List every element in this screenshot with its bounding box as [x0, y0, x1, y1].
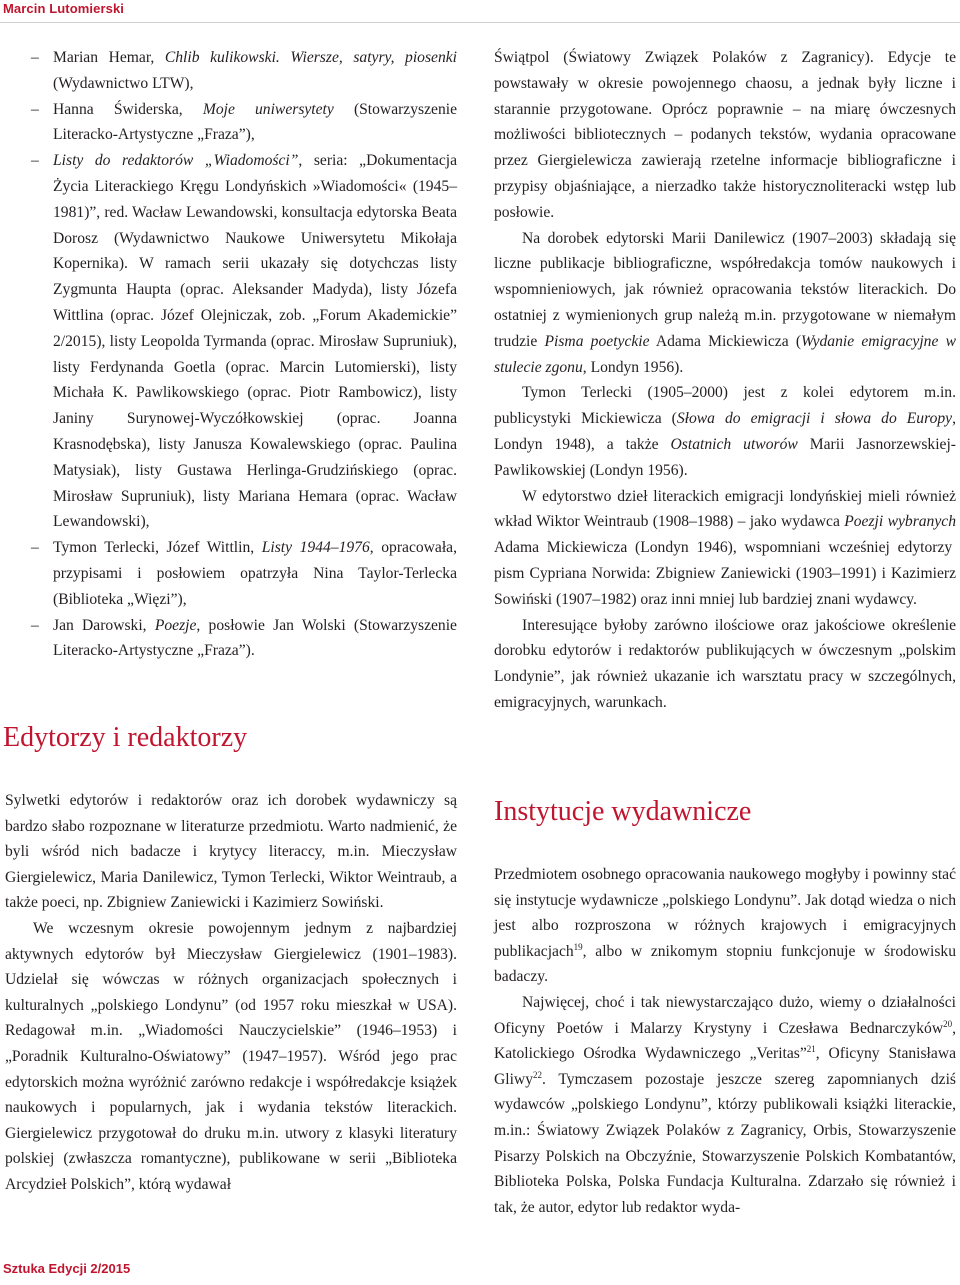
section-heading-editors: Edytorzy i redaktorzy: [3, 722, 248, 753]
right-column: [494, 45, 956, 716]
list-item: – Marian Hemar, Chlib kulikowski. Wiersze, satyry, piosenki (Wydawnictwo LTW),: [5, 45, 457, 97]
running-footer: Sztuka Edycji 2/2015: [3, 1261, 131, 1276]
section-heading-institutions: Instytucje wydawnicze: [494, 796, 752, 827]
bibliography-list: [5, 45, 457, 664]
list-item: – Jan Darowski, Poezje, posłowie Jan Wolski (Stowarzyszenie Literacko-Artystyczne „Fraza”).: [5, 613, 457, 665]
paragraph: Sylwetki edytorów i redaktorów oraz ich dorobek wydawniczy są bardzo słabo rozpoznane w literaturze przedmiotu. Warto nadmienić, że byli wśród nich badacze i krytycy literaccy, m.in. Mieczysław Giergielewicz, Maria Danilewicz, Tymon Terlecki, Wiktor Weintraub, a także poeci, np. Zbigniew Zaniewicki i Kazimierz Sowiński.: [5, 792, 457, 912]
list-item: – Tymon Terlecki, Józef Wittlin, Listy 1944–1976, opracowała, przypisami i posłowiem opatrzyła Nina Taylor-Terlecka (Biblioteka „Więzi”),: [5, 535, 457, 612]
left-column: [5, 45, 457, 664]
list-item: – Hanna Świderska, Moje uniwersytety (Stowarzyszenie Literacko-Artystyczne „Fraza”),: [5, 97, 457, 149]
paragraph: Świątpol (Światowy Związek Polaków z Zagranicy). Edycje te powstawały w okresie powojennego chaosu, a jednak były liczne i starannie przygotowane. Oprócz poprawnie – na miarę ówczesnych możliwości bibliotecznych – podanych tekstów, wydania opracowane przez Giergielewicza zawierają rzetelne informacje bibliograficzne i przypisy objaśniające, a nierzadko także historycznoliteracki wstęp lub posłowie.: [494, 49, 956, 221]
list-item: – Listy do redaktorów „Wiadomości”, seria: „Dokumentacja Życia Literackiego Kręgu Londyńskich »Wiadomości« (1945–1981)”, red. Wacław Lewandowski, konsultacja edytorska Beata Dorosz (Wydawnictwo Naukowe Uniwersytetu Mikołaja Kopernika). W ramach serii ukazały się dotychczas listy Zygmunta Haupta (oprac. Aleksander Madyda), listy Józefa Wittlina (oprac. Józef Olejniczak, zob. „Forum Akademickie” 2/2015), listy Leopolda Tyrmanda (oprac. Mirosław Supruniuk), listy Ferdynanda Goetla (oprac. Marcin Lutomierski), listy Michała K. Pawlikowskiego (oprac. Piotr Rambowicz), listy Janiny Surynowej-Wyczółkowskiej (oprac. Joanna Krasnodębska), listy Janusza Kowalewskiego (oprac. Paulina Matysiak), listy Gustawa Herlinga-Grudzińskiego (oprac. Mirosław Supruniuk), listy Mariana Hemara (oprac. Wacław Lewandowski),: [5, 148, 457, 535]
paragraph: W edytorstwo dzieł literackich emigracji londyńskiej mieli również wkład Wiktor Weintraub (1908–1988) – jako wydawca Poezji wybranych Adama Mickiewicza (Londyn 1946), wspomniani wcześniej edytorzy pism Cypriana Norwida: Zbigniew Zaniewicki (1903–1991) i Kazimierz Sowiński (1907–1982) oraz inni mniej lub bardziej znani wydawcy.: [494, 487, 956, 608]
running-header: [0, 0, 960, 23]
editors-section-body: [5, 788, 457, 1198]
paragraph: Na dorobek edytorski Marii Danilewicz (1907–2003) składają się liczne publikacje bibliograficzne, współredakcja tomów naukowych i wspomnieniowych, jak również opracowania tekstów literackich. Do ostatniej z wymienionych grup należą m.in. przygotowane w niemałym trudzie Pisma poetyckie Adama Mickiewicza (Wydanie emigracyjne w stulecie zgonu, Londyn 1956).: [494, 229, 956, 376]
header-author: Marcin Lutomierski: [3, 1, 124, 16]
paragraph: Najwięcej, choć i tak niewystarczająco dużo, wiemy o działalności Oficyny Poetów i Malarzy Krystyny i Czesława Bednarczyków$^{20}$, Katolickiego Ośrodka Wydawniczego „Veritas”$^{21}$, Oficyny Stanisława Gliwy$^{22}$. Tymczasem pozostaje jeszcze szereg zapomnianych dziś wydawców „polskiego Londynu”, którzy publikowali książki literackie, m.in.: Światowy Związek Polaków z Zagranicy, Orbis, Stowarzyszenie Pisarzy Polskich na Obczyźnie, Stowarzyszenie Polskich Kombatantów, Biblioteka Polska, Polska Fundacja Kulturalna. Zdarzało się również i tak, że autor, edytor lub redaktor wyda-: [494, 993, 956, 1216]
paragraph: Przedmiotem osobnego opracowania naukowego mogłyby i powinny stać się instytucje wydawnicze „polskiego Londynu”. Jak dotąd wiedza o nich jest albo rozproszona w różnych krajowych i emigracyjnych publikacjach$^{19}$, albo w znikomym stopniu funkcjonuje w środowisku badaczy.: [494, 866, 956, 986]
paragraph: We wczesnym okresie powojennym jednym z najbardziej aktywnych edytorów był Mieczysław Giergielewicz (1901–1983). Udzielał się wówczas w różnych organizacjach społecznych i kulturalnych „polskiego Londynu” (od 1957 roku mieszkał w USA). Redagował m.in. „Wiadomości Nauczycielskie” (1946–1953) i „Poradnik Kulturalno-Oświatowy” (1947–1957). Wśród jego prac edytorskich można wyróżnić zarówno redakcje i współredakcje książek naukowych i popularnych, jak i wydania tekstów literackich. Giergielewicz przygotował do druku m.in. utwory z klasyki literatury polskiej (zwłaszcza romantyczne), publikowane w serii „Biblioteka Arcydzieł Polskich”, którą wydawał: [5, 919, 457, 1193]
paragraph: Interesujące byłoby zarówno ilościowe oraz jakościowe określenie dorobku edytorów i redaktorów publikujących w ówczesnym „polskim Londynie”, jak również ukazanie ich warsztatu pracy w szczególnych, emigracyjnych, warunkach.: [494, 616, 956, 711]
institutions-section-body: [494, 862, 956, 1220]
paragraph: Tymon Terlecki (1905–2000) jest z kolei edytorem m.in. publicystyki Mickiewicza (Słowa do emigracji i słowa do Europy, Londyn 1948), a także Ostatnich utworów Marii Jasnorzewskiej-Pawlikowskiej (Londyn 1956).: [494, 384, 956, 479]
